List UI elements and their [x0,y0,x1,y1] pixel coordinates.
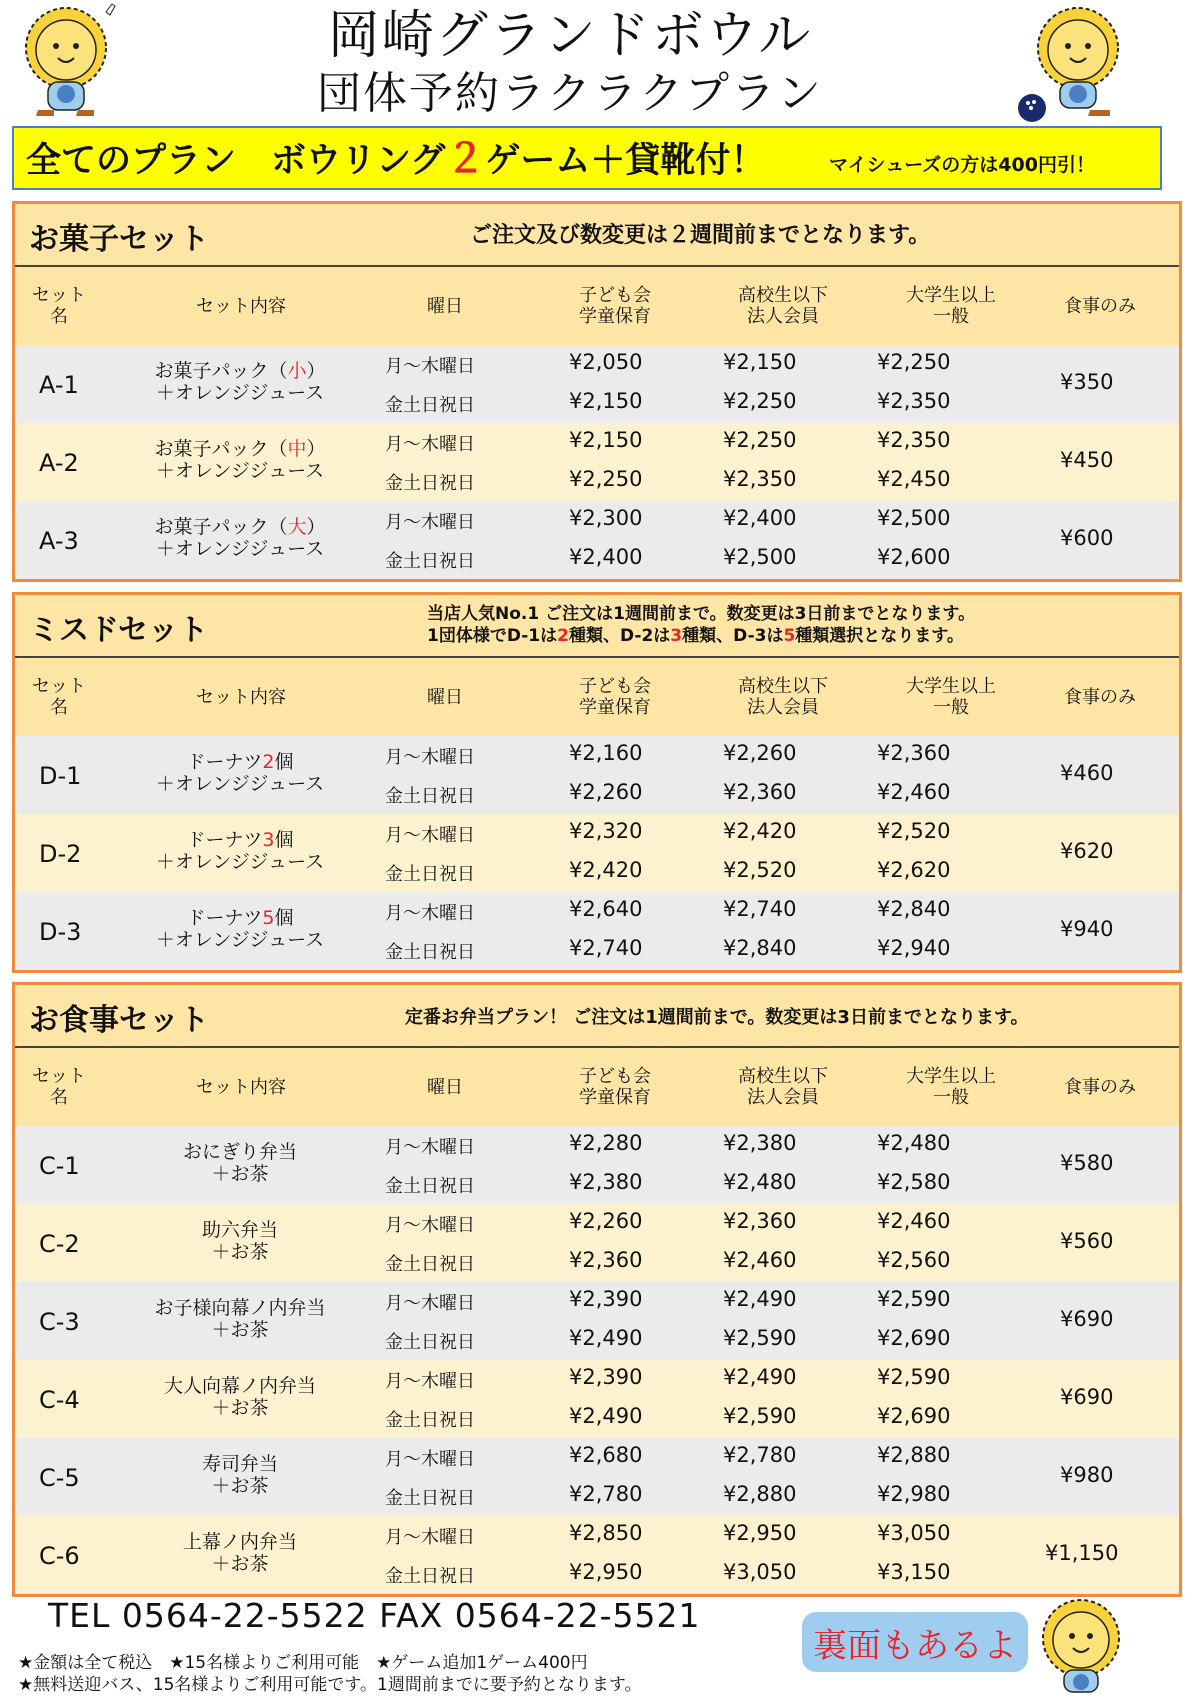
meal-only-price: ¥940 [1060,917,1114,941]
price-weekday: ¥2,260 [569,1209,643,1233]
price-weekend: ¥2,250 [569,467,643,491]
set-code: A-1 [39,371,79,399]
day-weekend: 金土日祝日 [385,1566,475,1587]
col-day [375,1048,515,1126]
price-weekend: ¥2,980 [877,1482,951,1506]
day-weekday: 月～木曜日 [385,903,475,924]
day-weekday: 月～木曜日 [385,747,475,768]
price-weekday: ¥2,150 [569,428,643,452]
price-weekday: ¥2,380 [723,1131,797,1155]
day-weekend: 金土日祝日 [385,1254,475,1275]
meal-only-price: ¥580 [1060,1151,1114,1175]
day-weekday: 月～木曜日 [385,1449,475,1470]
set-content: おにぎり弁当 ＋お茶 [182,1141,297,1185]
day-weekday: 月～木曜日 [385,1527,475,1548]
col-day [375,267,515,345]
column-header-label: セット [32,1066,86,1087]
set-code: C-6 [39,1542,80,1570]
day-weekend: 金土日祝日 [385,395,475,416]
price-weekday: ¥2,350 [877,428,951,452]
price-weekend: ¥2,450 [877,467,951,491]
set-content: お子様向幕ノ内弁当 ＋お茶 [154,1297,326,1341]
price-weekend: ¥2,460 [723,1248,797,1272]
price-weekday: ¥2,780 [723,1443,797,1467]
bowling-ball-icon [1016,92,1048,124]
col-meal-only [1045,658,1155,736]
day-weekday: 月～木曜日 [385,1371,475,1392]
price-weekday: ¥3,050 [877,1521,951,1545]
column-header-row [15,658,1179,736]
price-weekend: ¥2,420 [569,858,643,882]
price-weekend: ¥2,950 [569,1560,643,1584]
price-weekend: ¥2,490 [569,1326,643,1350]
set-code: D-3 [39,918,82,946]
price-weekend: ¥2,840 [723,936,797,960]
column-header-label: 学童保育 [579,697,651,718]
meal-only-price: ¥460 [1060,761,1114,785]
column-header-label: 曜日 [427,686,463,708]
price-weekday: ¥2,250 [723,428,797,452]
price-weekend: ¥2,590 [723,1404,797,1428]
price-weekend: ¥3,050 [723,1560,797,1584]
col-price-adult [881,1048,1021,1126]
price-weekend: ¥2,360 [569,1248,643,1272]
table-row [15,345,1179,423]
table-row [15,1282,1179,1360]
price-weekday: ¥2,390 [569,1287,643,1311]
day-weekend: 金土日祝日 [385,942,475,963]
set-content: お菓子パック（大） ＋オレンジジュース [154,516,326,560]
day-weekend: 金土日祝日 [385,1488,475,1509]
price-weekend: ¥2,600 [877,545,951,569]
column-header-label: 高校生以下 [738,1066,828,1087]
price-weekend: ¥2,260 [569,780,643,804]
day-weekend: 金土日祝日 [385,864,475,885]
price-weekend: ¥2,780 [569,1482,643,1506]
banner-headline: 全てのプラン ボウリング２ゲーム＋貸靴付！ [26,136,766,182]
meal-only-price: ¥980 [1060,1463,1114,1487]
column-header-label: 食事のみ [1064,295,1136,317]
price-weekday: ¥2,850 [569,1521,643,1545]
col-price-kids [545,267,685,345]
mascot-left-icon [8,2,126,120]
price-weekday: ¥2,740 [723,897,797,921]
price-weekend: ¥2,480 [723,1170,797,1194]
section-meal [12,982,1182,1597]
page-title: 岡崎グランドボウル [327,6,813,66]
day-weekday: 月～木曜日 [385,356,475,377]
column-header-label: 大学生以上 [906,676,996,697]
meal-only-price: ¥450 [1060,448,1114,472]
column-header-label: 子ども会 [579,1066,651,1087]
set-content: 助六弁当 ＋お茶 [201,1219,278,1263]
price-weekday: ¥2,260 [723,741,797,765]
price-weekend: ¥2,500 [723,545,797,569]
meal-only-price: ¥1,150 [1045,1541,1119,1565]
price-weekend: ¥2,690 [877,1404,951,1428]
meal-only-price: ¥560 [1060,1229,1114,1253]
column-header-label: 法人会員 [747,697,819,718]
column-header-label: 高校生以下 [738,285,828,306]
column-header-label: 曜日 [427,1076,463,1098]
price-weekend: ¥2,620 [877,858,951,882]
day-weekday: 月～木曜日 [385,434,475,455]
column-header-label: 名 [50,306,68,327]
section-note-line2: 1団体様でD-1は2種類、D-2は3種類、D-3は5種類選択となります。 [427,626,964,646]
price-weekday: ¥2,520 [877,819,951,843]
table-row [15,1360,1179,1438]
section-note: 定番お弁当プラン！ ご注文は1週間前まで。数変更は3日前までとなります。 [405,1007,1029,1028]
price-weekday: ¥2,050 [569,350,643,374]
column-header-label: セット [32,285,86,306]
price-weekday: ¥2,420 [723,819,797,843]
column-header-label: 学童保育 [579,306,651,327]
page-subtitle: 団体予約ラクラクプラン [317,68,823,119]
section-header [15,985,1179,1048]
set-code: D-1 [39,762,82,790]
column-header-label: 法人会員 [747,1087,819,1108]
set-content: お菓子パック（小） ＋オレンジジュース [154,360,326,404]
col-price-highschool [713,267,853,345]
table-row [15,423,1179,501]
table-row [15,1204,1179,1282]
price-weekday: ¥2,160 [569,741,643,765]
day-weekday: 月～木曜日 [385,825,475,846]
column-header-label: セット内容 [196,1076,286,1098]
col-price-adult [881,658,1021,736]
set-code: C-2 [39,1230,80,1258]
col-price-adult [881,267,1021,345]
section-note: ご注文及び数変更は２週間前までとなります。 [470,223,931,248]
price-weekday: ¥2,300 [569,506,643,530]
price-weekend: ¥2,590 [723,1326,797,1350]
set-content: 寿司弁当 ＋お茶 [201,1453,278,1497]
table-row [15,1438,1179,1516]
column-header-label: セット [32,676,86,697]
set-code: C-5 [39,1464,80,1492]
price-weekend: ¥2,690 [877,1326,951,1350]
price-weekday: ¥2,480 [877,1131,951,1155]
bubble-text: 裏面もあるよ [813,1626,1017,1666]
col-set-name [29,658,89,736]
section-header [15,595,1179,658]
price-weekday: ¥2,320 [569,819,643,843]
set-content: ドーナツ3個 ＋オレンジジュース [155,829,325,873]
column-header-label: 子ども会 [579,285,651,306]
section-title: ミスドセット [29,613,209,648]
price-weekday: ¥2,680 [569,1443,643,1467]
price-weekend: ¥2,360 [723,780,797,804]
footer-note-1: ★金額は全て税込 ★15名様よりご利用可能 ★ゲーム追加1ゲーム400円 [18,1653,588,1673]
price-weekday: ¥2,490 [723,1287,797,1311]
col-price-kids [545,658,685,736]
set-content: 上幕ノ内弁当 ＋お茶 [182,1531,297,1575]
meal-only-price: ¥690 [1060,1307,1114,1331]
day-weekday: 月～木曜日 [385,1137,475,1158]
column-header-label: 曜日 [427,295,463,317]
column-header-label: セット内容 [196,295,286,317]
table-row [15,501,1179,579]
price-weekday: ¥2,840 [877,897,951,921]
column-header-label: 一般 [933,306,969,327]
speech-bubble [802,1612,1028,1672]
section-okashi [12,201,1182,582]
table-row [15,892,1179,970]
price-weekend: ¥2,940 [877,936,951,960]
table-row [15,736,1179,814]
day-weekend: 金土日祝日 [385,1332,475,1353]
price-weekday: ¥2,280 [569,1131,643,1155]
day-weekend: 金土日祝日 [385,551,475,572]
column-header-label: 食事のみ [1064,1076,1136,1098]
price-weekend: ¥2,150 [569,389,643,413]
column-header-label: 一般 [933,697,969,718]
column-header-label: 子ども会 [579,676,651,697]
column-header-label: セット内容 [196,686,286,708]
set-content: 大人向幕ノ内弁当 ＋お茶 [163,1375,316,1419]
footer-note-2: ★無料送迎バス、15名様よりご利用可能です。1週間前までに要予約となります。 [18,1675,642,1695]
price-weekday: ¥2,390 [569,1365,643,1389]
col-set-name [29,1048,89,1126]
col-price-highschool [713,1048,853,1126]
banner-note: マイシューズの方は400円引！ [829,154,1095,176]
price-weekday: ¥2,590 [877,1365,951,1389]
day-weekend: 金土日祝日 [385,1410,475,1431]
price-weekend: ¥3,150 [877,1560,951,1584]
price-weekend: ¥2,400 [569,545,643,569]
section-header [15,204,1179,267]
price-weekday: ¥2,500 [877,506,951,530]
table-row [15,1516,1179,1594]
column-header-label: 一般 [933,1087,969,1108]
meal-only-price: ¥620 [1060,839,1114,863]
day-weekend: 金土日祝日 [385,1176,475,1197]
col-price-highschool [713,658,853,736]
day-weekend: 金土日祝日 [385,786,475,807]
table-row [15,1126,1179,1204]
price-weekday: ¥2,150 [723,350,797,374]
column-header-label: 高校生以下 [738,676,828,697]
price-weekend: ¥2,250 [723,389,797,413]
set-content: ドーナツ5個 ＋オレンジジュース [155,907,325,951]
section-misudo [12,592,1182,973]
col-price-kids [545,1048,685,1126]
column-header-label: 法人会員 [747,306,819,327]
col-content [125,1048,357,1126]
meal-only-price: ¥350 [1060,370,1114,394]
set-content: お菓子パック（中） ＋オレンジジュース [154,438,326,482]
day-weekday: 月～木曜日 [385,1215,475,1236]
section-title: お菓子セット [29,222,209,257]
set-code: C-3 [39,1308,80,1336]
section-title: お食事セット [29,1003,209,1038]
set-code: A-2 [39,449,79,477]
price-weekday: ¥2,640 [569,897,643,921]
day-weekday: 月～木曜日 [385,1293,475,1314]
price-weekday: ¥2,360 [877,741,951,765]
column-header-label: 大学生以上 [906,285,996,306]
price-weekend: ¥2,580 [877,1170,951,1194]
price-weekend: ¥2,520 [723,858,797,882]
col-meal-only [1045,1048,1155,1126]
price-weekend: ¥2,740 [569,936,643,960]
price-weekend: ¥2,350 [877,389,951,413]
column-header-label: 食事のみ [1064,686,1136,708]
set-code: D-2 [39,840,82,868]
meal-only-price: ¥690 [1060,1385,1114,1409]
column-header-label: 名 [50,697,68,718]
price-weekday: ¥2,490 [723,1365,797,1389]
price-weekend: ¥2,380 [569,1170,643,1194]
section-note-line1: 当店人気No.1 ご注文は1週間前まで。数変更は3日前までとなります。 [427,604,976,624]
price-weekday: ¥2,250 [877,350,951,374]
set-content: ドーナツ2個 ＋オレンジジュース [155,751,325,795]
set-code: C-4 [39,1386,80,1414]
price-weekend: ¥2,350 [723,467,797,491]
col-content [125,658,357,736]
day-weekday: 月～木曜日 [385,512,475,533]
col-set-name [29,267,89,345]
col-meal-only [1045,267,1155,345]
set-code: C-1 [39,1152,80,1180]
column-header-label: 名 [50,1087,68,1108]
price-weekday: ¥2,460 [877,1209,951,1233]
table-row [15,814,1179,892]
column-header-row [15,267,1179,345]
set-code: A-3 [39,527,79,555]
col-content [125,267,357,345]
price-weekend: ¥2,490 [569,1404,643,1428]
mascot-bottom-icon [1026,1596,1136,1694]
price-weekday: ¥2,360 [723,1209,797,1233]
day-weekend: 金土日祝日 [385,473,475,494]
price-weekend: ¥2,560 [877,1248,951,1272]
col-day [375,658,515,736]
price-weekday: ¥2,400 [723,506,797,530]
meal-only-price: ¥600 [1060,526,1114,550]
promo-banner [12,126,1162,190]
price-weekday: ¥2,590 [877,1287,951,1311]
price-weekend: ¥2,880 [723,1482,797,1506]
price-weekend: ¥2,460 [877,780,951,804]
price-weekday: ¥2,950 [723,1521,797,1545]
column-header-label: 学童保育 [579,1087,651,1108]
price-weekday: ¥2,880 [877,1443,951,1467]
column-header-label: 大学生以上 [906,1066,996,1087]
column-header-row [15,1048,1179,1126]
contact-numbers: TEL 0564-22-5522 FAX 0564-22-5521 [48,1596,701,1635]
